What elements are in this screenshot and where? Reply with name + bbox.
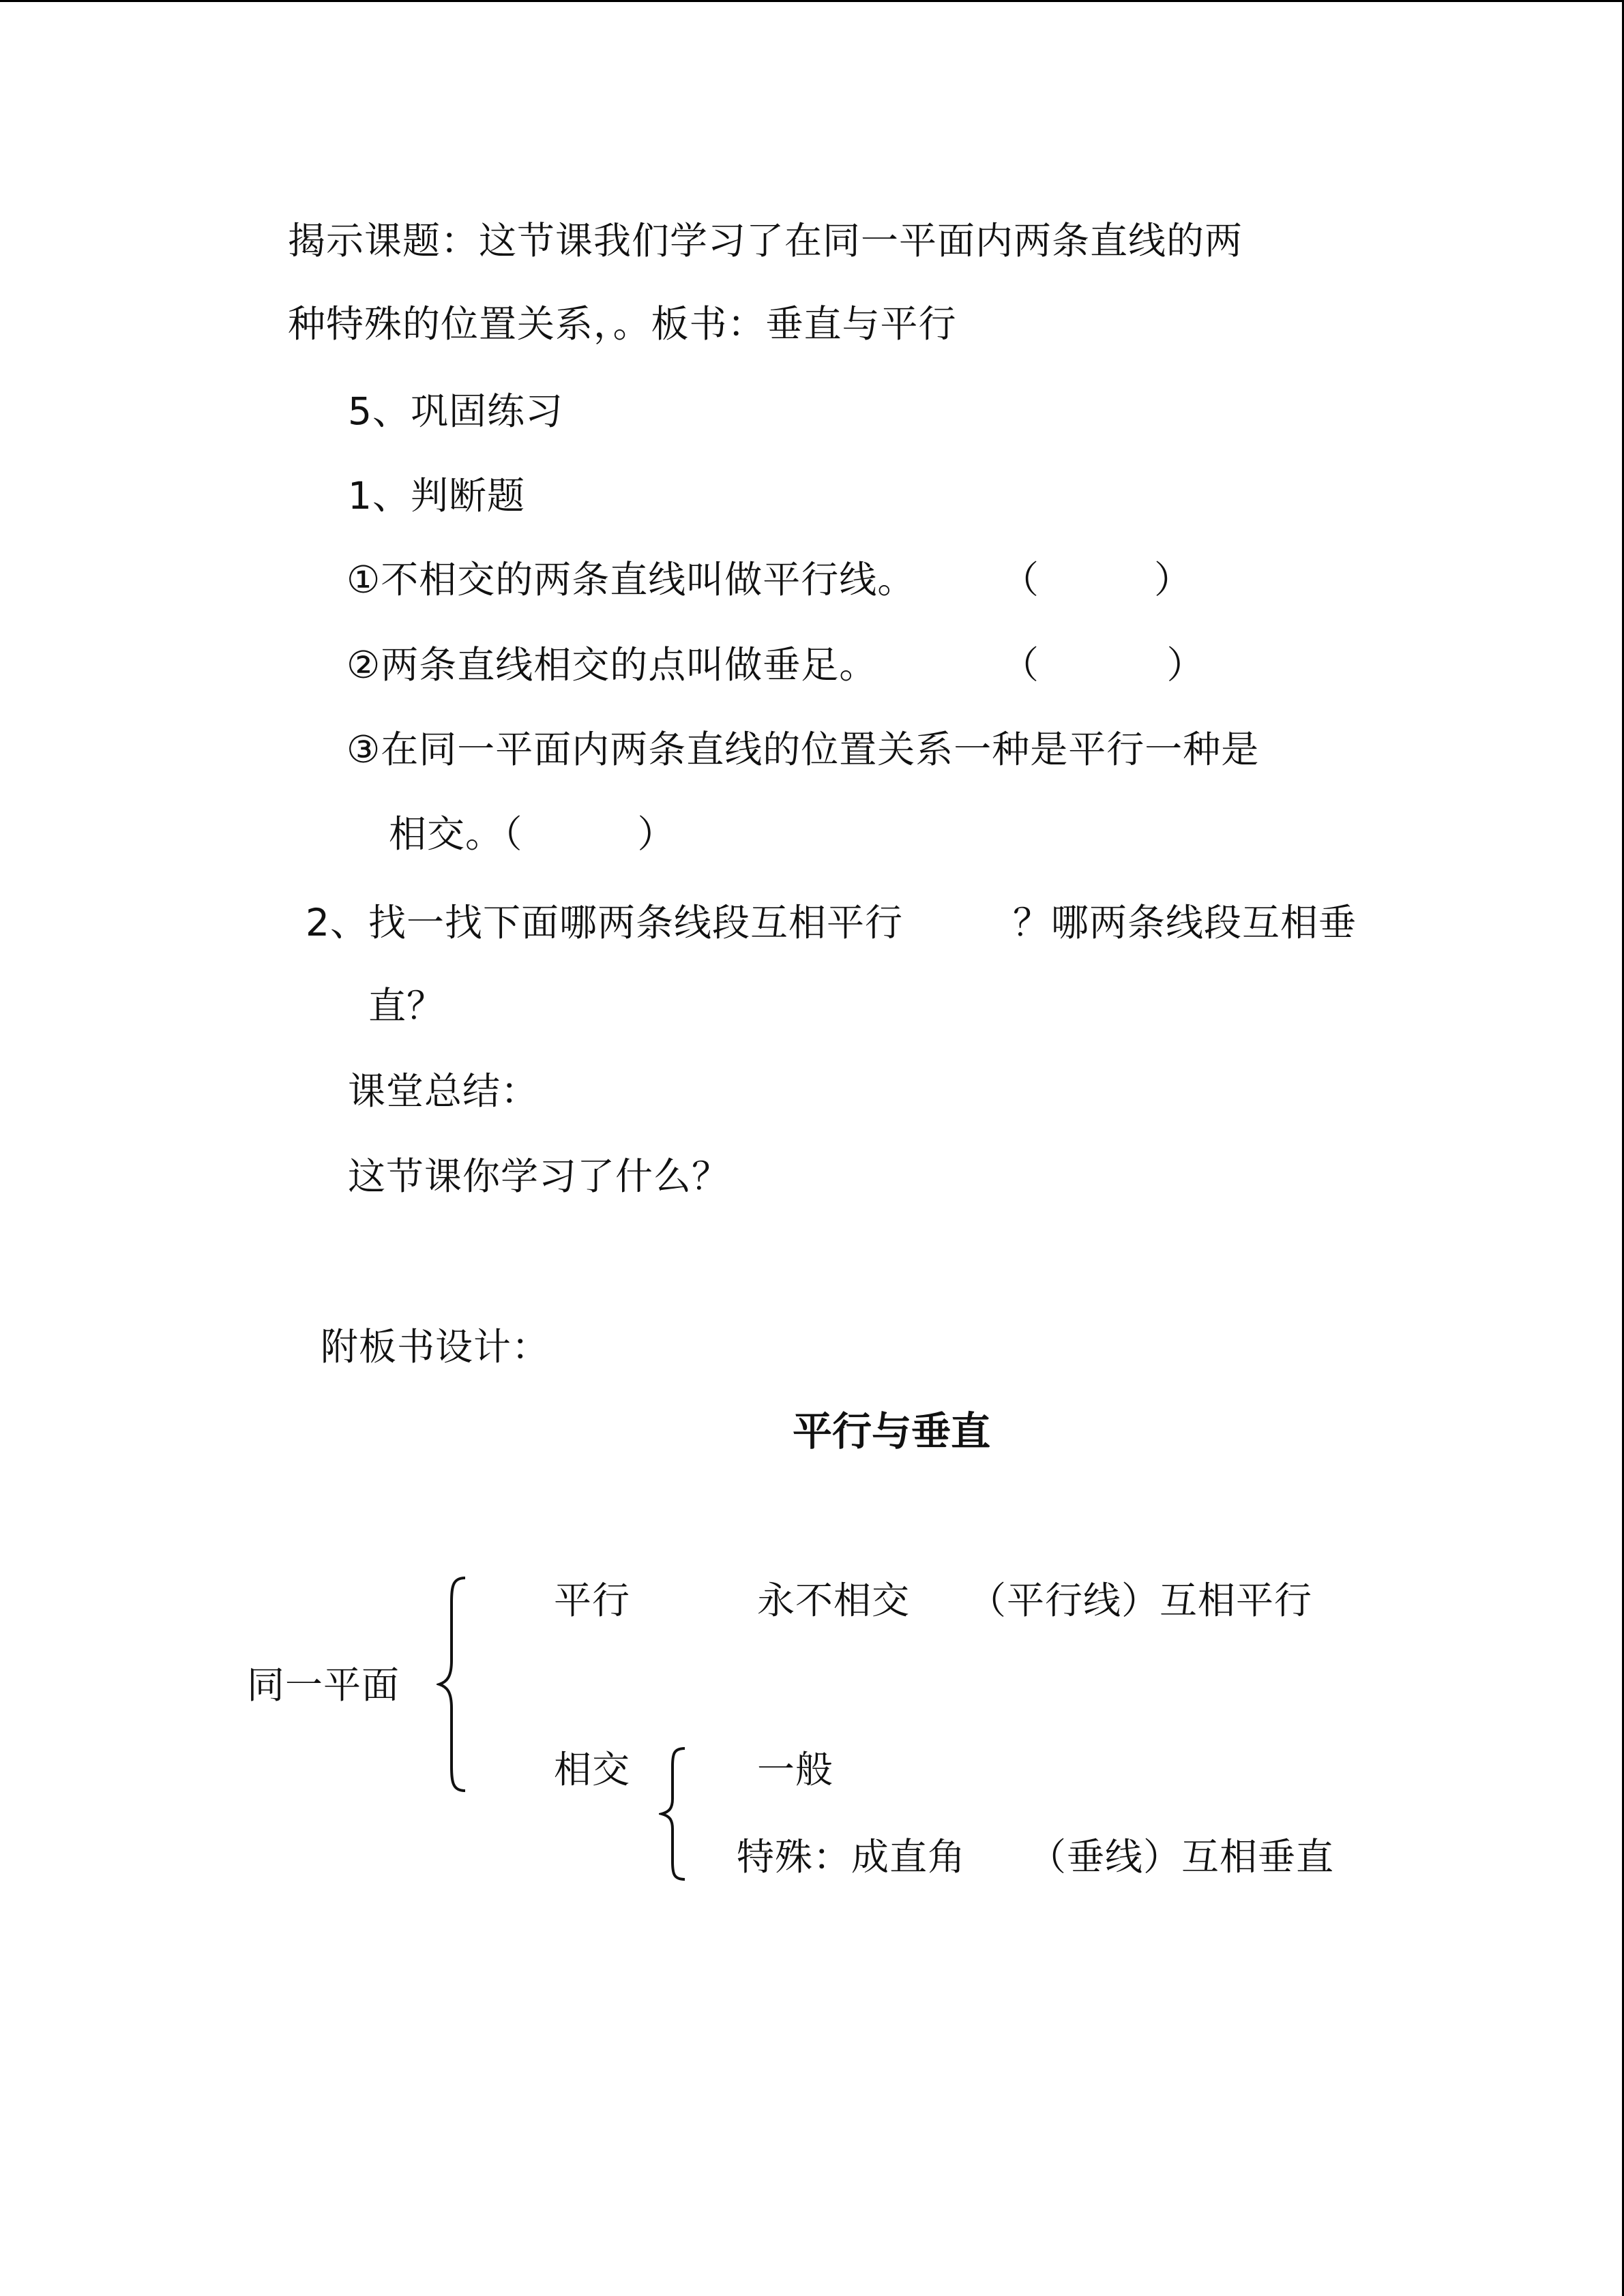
- question-1-answer-blank: （ ）: [1001, 558, 1193, 601]
- question-3-line-2: 相交。（ ）: [389, 812, 676, 856]
- summary-heading: 课堂总结：: [348, 1069, 540, 1113]
- question-1: ①不相交的两条直线叫做平行线。: [346, 558, 916, 601]
- judge-heading: 1、判断题: [348, 474, 525, 518]
- summary-question: 这节课你学习了什么？: [348, 1154, 730, 1198]
- board-parallel-result: （平行线）互相平行: [969, 1579, 1313, 1622]
- board-special-result: （垂线）互相垂直: [1029, 1835, 1335, 1879]
- find-question-line-1b: ？哪两条线段互相垂: [1013, 901, 1357, 944]
- board-design-label: 附板书设计：: [321, 1325, 550, 1369]
- inner-brace: [659, 1746, 689, 1882]
- find-question-line-1a: 2、找一找下面哪两条线段互相平行: [306, 901, 903, 944]
- practice-heading: 5、巩固练习: [348, 389, 563, 433]
- board-intersect-label: 相交: [554, 1748, 631, 1791]
- question-2-answer-blank: （ ）: [1001, 643, 1205, 687]
- page-border-top: [0, 0, 1624, 2]
- question-2: ②两条直线相交的点叫做垂足。: [346, 643, 878, 687]
- board-general-label: 一般: [757, 1748, 834, 1791]
- outer-brace: [437, 1575, 471, 1793]
- intro-line-1: 揭示课题：这节课我们学习了在同一平面内两条直线的两: [288, 219, 1243, 263]
- board-parallel-desc: 永不相交: [757, 1579, 911, 1622]
- board-special-label: 特殊：成直角: [737, 1835, 966, 1879]
- intro-line-2: 种特殊的位置关系，。板书：垂直与平行: [288, 302, 957, 346]
- board-design-title: 平行与垂直: [793, 1408, 991, 1455]
- find-question-line-2: 直？: [368, 984, 445, 1028]
- question-3-line-1: ③在同一平面内两条直线的位置关系一种是平行一种是: [346, 728, 1260, 771]
- board-root-label: 同一平面: [247, 1663, 400, 1707]
- board-parallel-label: 平行: [554, 1579, 631, 1622]
